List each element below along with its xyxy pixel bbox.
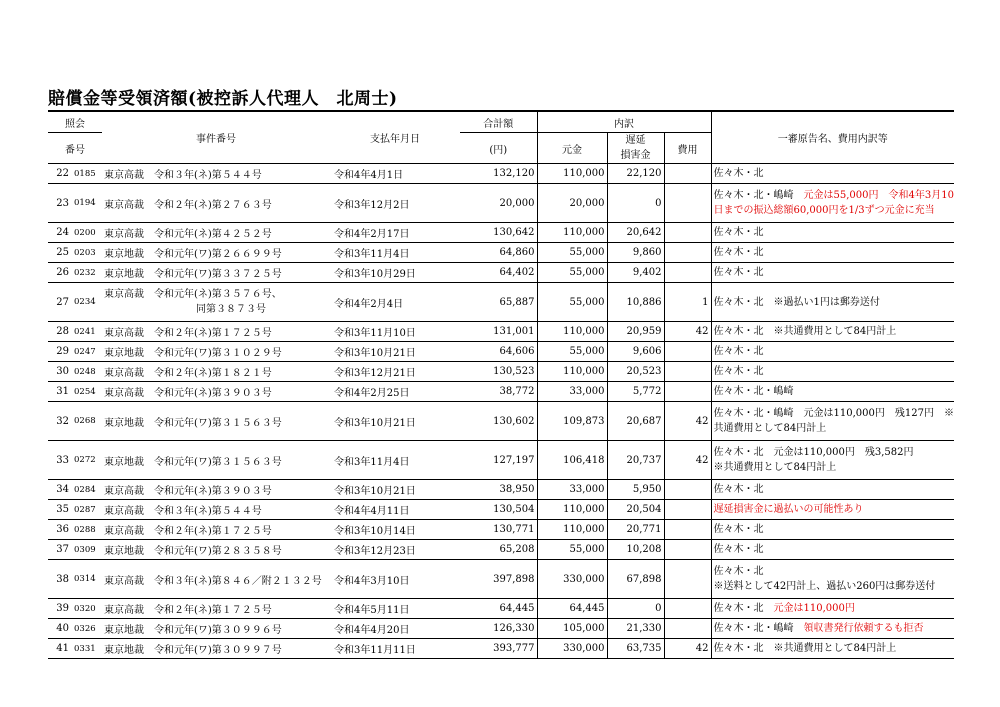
row-case-number <box>102 560 330 599</box>
table-row <box>48 520 954 540</box>
row-ref-code: 0309 <box>72 540 102 560</box>
case-number-text: 令和元年(ワ)第３３７２５号 <box>154 269 282 280</box>
row-total: 130,771 <box>460 520 537 540</box>
row-case-number <box>102 500 330 520</box>
row-total: 64,445 <box>460 599 537 619</box>
row-case-number <box>102 184 330 223</box>
row-case-number <box>102 164 330 184</box>
row-case-number <box>102 243 330 263</box>
row-late-damages: 20,642 <box>607 223 664 243</box>
table-row <box>48 184 954 223</box>
court-name: 東京高裁 <box>104 575 144 587</box>
row-ref-code: 0248 <box>72 362 102 382</box>
row-case-number <box>102 283 330 322</box>
row-ref-code: 0232 <box>72 263 102 283</box>
row-total: 38,772 <box>460 382 537 402</box>
court-name: 東京地裁 <box>104 417 144 429</box>
table-row <box>48 619 954 639</box>
note-text: 佐々木・北 <box>713 366 764 377</box>
header-cost: 費用 <box>664 133 711 164</box>
note-text-2: ※共通費用として84円計上 <box>713 462 837 473</box>
case-number-text: 令和３年(ネ)第５４４号 <box>154 506 262 517</box>
case-number-text: 令和元年(ワ)第３１０２９号 <box>154 348 282 359</box>
row-late-damages: 9,860 <box>607 243 664 263</box>
table-row <box>48 402 954 441</box>
court-name: 東京高裁 <box>104 605 144 616</box>
row-index: 25 <box>48 243 72 263</box>
row-total: 126,330 <box>460 619 537 639</box>
row-ref-code: 0320 <box>72 599 102 619</box>
row-case-number <box>102 342 330 362</box>
note-warning-text: 元金は110,000円 <box>773 603 855 614</box>
row-cost: 42 <box>664 639 711 659</box>
row-payment-date: 令和3年12月23日 <box>330 540 460 560</box>
table-row <box>48 441 954 480</box>
row-total: 64,860 <box>460 243 537 263</box>
row-payment-date: 令和3年12月21日 <box>330 362 460 382</box>
note-warning-text: 領収書発行依頼するも拒否 <box>803 623 924 634</box>
row-cost: 1 <box>664 283 711 322</box>
row-cost: 42 <box>664 441 711 480</box>
row-principal: 109,873 <box>537 402 607 441</box>
table-row <box>48 362 954 382</box>
note-text: 佐々木・北 <box>713 484 764 495</box>
header-total: 合計額 <box>460 111 537 133</box>
row-ref-code: 0234 <box>72 283 102 322</box>
row-principal: 110,000 <box>537 322 607 342</box>
row-plaintiff-note <box>711 480 954 500</box>
row-total: 130,523 <box>460 362 537 382</box>
court-name: 東京高裁 <box>104 229 144 240</box>
row-index: 36 <box>48 520 72 540</box>
row-plaintiff-note <box>711 599 954 619</box>
note-text: 佐々木・北 <box>713 524 764 535</box>
row-plaintiff-note <box>711 520 954 540</box>
row-payment-date: 令和4年2月25日 <box>330 382 460 402</box>
court-name: 東京高裁 <box>104 289 144 300</box>
row-late-damages: 21,330 <box>607 619 664 639</box>
row-plaintiff-note <box>711 619 954 639</box>
court-name: 東京高裁 <box>104 170 144 181</box>
court-name: 東京地裁 <box>104 249 144 260</box>
row-cost <box>664 263 711 283</box>
row-cost <box>664 342 711 362</box>
row-index: 41 <box>48 639 72 659</box>
case-number-text: 令和２年(ネ)第１７２５号 <box>154 526 272 537</box>
row-late-damages: 9,606 <box>607 342 664 362</box>
note-text: 佐々木・北 <box>713 346 764 357</box>
note-text: 佐々木・北 ※共通費用として84円計上 <box>713 643 897 654</box>
case-number-text: 令和元年(ワ)第３１５６３号 <box>154 456 282 468</box>
case-number-text: 令和３年(ネ)第５４４号 <box>154 170 262 181</box>
row-index: 39 <box>48 599 72 619</box>
row-index: 30 <box>48 362 72 382</box>
header-principal: 元金 <box>537 133 607 164</box>
row-cost: 42 <box>664 402 711 441</box>
row-total: 65,208 <box>460 540 537 560</box>
row-cost <box>664 164 711 184</box>
row-index: 35 <box>48 500 72 520</box>
row-principal: 110,000 <box>537 362 607 382</box>
row-payment-date: 令和3年10月21日 <box>330 342 460 362</box>
header-ref-number: 照会 <box>48 111 102 133</box>
row-total: 130,602 <box>460 402 537 441</box>
row-ref-code: 0185 <box>72 164 102 184</box>
row-plaintiff-note <box>711 441 954 480</box>
row-plaintiff-note <box>711 243 954 263</box>
row-payment-date: 令和3年10月21日 <box>330 402 460 441</box>
table-row <box>48 480 954 500</box>
row-index: 37 <box>48 540 72 560</box>
row-case-number <box>102 322 330 342</box>
row-total: 130,504 <box>460 500 537 520</box>
header-breakdown: 内訳 <box>537 111 711 133</box>
row-total: 127,197 <box>460 441 537 480</box>
row-cost <box>664 540 711 560</box>
row-ref-code: 0272 <box>72 441 102 480</box>
document-title: 賠償金等受領済額(被控訴人代理人 北周士) <box>48 89 398 109</box>
court-name: 東京高裁 <box>104 199 144 211</box>
case-number-text: 令和２年(ネ)第１７２５号 <box>154 328 272 339</box>
row-total: 393,777 <box>460 639 537 659</box>
row-late-damages: 20,523 <box>607 362 664 382</box>
row-payment-date: 令和3年10月21日 <box>330 480 460 500</box>
header-ref-number-line2: 番号 <box>48 133 102 164</box>
row-cost <box>664 560 711 599</box>
row-index: 38 <box>48 560 72 599</box>
row-index: 34 <box>48 480 72 500</box>
table-row <box>48 342 954 362</box>
row-cost <box>664 382 711 402</box>
court-name: 東京高裁 <box>104 328 144 339</box>
row-plaintiff-note <box>711 184 954 223</box>
row-payment-date: 令和3年10月29日 <box>330 263 460 283</box>
table-row <box>48 283 954 322</box>
row-principal: 55,000 <box>537 342 607 362</box>
table-row <box>48 164 954 184</box>
note-text: 佐々木・北 <box>713 603 774 614</box>
row-cost <box>664 480 711 500</box>
case-number-text: 令和元年(ネ)第３９０３号 <box>154 486 272 497</box>
table-row <box>48 500 954 520</box>
row-payment-date: 令和4年5月11日 <box>330 599 460 619</box>
table-row <box>48 322 954 342</box>
note-warning-text: 元金は55,000円 令和4年3月10日までの振込総額60,000円を1/3ずつ元金に充当 <box>713 190 954 216</box>
row-plaintiff-note <box>711 223 954 243</box>
note-text: 佐々木・北・嶋崎 <box>713 386 794 397</box>
note-text: 佐々木・北 <box>713 544 764 555</box>
row-payment-date: 令和3年11月11日 <box>330 639 460 659</box>
row-principal: 106,418 <box>537 441 607 480</box>
row-case-number <box>102 520 330 540</box>
row-total: 397,898 <box>460 560 537 599</box>
note-text: 佐々木・北 元金は110,000円 残3,582円 <box>713 447 914 458</box>
note-text-2: ※送料として42円計上、過払い260円は郵券送付 <box>713 581 936 592</box>
payment-ledger-table <box>48 110 954 659</box>
row-case-number <box>102 263 330 283</box>
row-payment-date: 令和3年10月14日 <box>330 520 460 540</box>
court-name: 東京高裁 <box>104 388 144 399</box>
case-number-text: 令和元年(ワ)第２８３５８号 <box>154 546 282 557</box>
row-index: 28 <box>48 322 72 342</box>
row-cost <box>664 500 711 520</box>
note-text: 佐々木・北 ※過払い1円は郵券送付 <box>713 296 880 308</box>
case-number-text: 令和元年(ワ)第３１５６３号 <box>154 417 282 429</box>
row-ref-code: 0284 <box>72 480 102 500</box>
row-payment-date: 令和4年2月17日 <box>330 223 460 243</box>
row-total: 132,120 <box>460 164 537 184</box>
row-index: 40 <box>48 619 72 639</box>
row-ref-code: 0314 <box>72 560 102 599</box>
court-name: 東京地裁 <box>104 456 144 468</box>
row-index: 32 <box>48 402 72 441</box>
row-cost <box>664 619 711 639</box>
row-late-damages: 22,120 <box>607 164 664 184</box>
row-total: 64,402 <box>460 263 537 283</box>
row-case-number <box>102 540 330 560</box>
row-principal: 330,000 <box>537 560 607 599</box>
note-text: 佐々木・北 <box>713 227 764 238</box>
row-case-number <box>102 362 330 382</box>
row-index: 23 <box>48 184 72 223</box>
court-name: 東京地裁 <box>104 348 144 359</box>
row-principal: 55,000 <box>537 540 607 560</box>
court-name: 東京高裁 <box>104 506 144 517</box>
row-principal: 110,000 <box>537 520 607 540</box>
row-principal: 55,000 <box>537 283 607 322</box>
row-ref-code: 0200 <box>72 223 102 243</box>
row-plaintiff-note <box>711 322 954 342</box>
row-index: 27 <box>48 283 72 322</box>
note-warning-text: 遅延損害金に過払いの可能性あり <box>713 504 864 515</box>
table-row <box>48 560 954 599</box>
row-late-damages: 5,950 <box>607 480 664 500</box>
row-plaintiff-note <box>711 164 954 184</box>
row-case-number <box>102 599 330 619</box>
row-principal: 110,000 <box>537 164 607 184</box>
row-principal: 55,000 <box>537 243 607 263</box>
case-number-text: 令和元年(ワ)第３０９９７号 <box>154 645 282 656</box>
row-ref-code: 0203 <box>72 243 102 263</box>
case-number-text-2: 同第３８７３号 <box>196 304 266 315</box>
row-case-number <box>102 382 330 402</box>
row-principal: 330,000 <box>537 639 607 659</box>
table-row <box>48 639 954 659</box>
case-number-text: 令和元年(ネ)第４２５２号 <box>154 229 272 240</box>
header-case-number: 事件番号 <box>102 111 330 164</box>
table-row <box>48 599 954 619</box>
note-text: 佐々木・北 <box>713 168 764 179</box>
row-plaintiff-note <box>711 500 954 520</box>
row-case-number <box>102 223 330 243</box>
row-plaintiff-note <box>711 283 954 322</box>
court-name: 東京高裁 <box>104 526 144 537</box>
row-total: 64,606 <box>460 342 537 362</box>
row-plaintiff-note <box>711 263 954 283</box>
row-payment-date: 令和3年11月10日 <box>330 322 460 342</box>
row-late-damages: 20,959 <box>607 322 664 342</box>
court-name: 東京地裁 <box>104 645 144 656</box>
case-number-text: 令和２年(ネ)第１８２１号 <box>154 368 272 379</box>
court-name: 東京地裁 <box>104 269 144 280</box>
table-row <box>48 382 954 402</box>
row-late-damages: 63,735 <box>607 639 664 659</box>
court-name: 東京高裁 <box>104 368 144 379</box>
row-principal: 20,000 <box>537 184 607 223</box>
row-principal: 64,445 <box>537 599 607 619</box>
row-principal: 110,000 <box>537 500 607 520</box>
ledger-body <box>48 164 954 659</box>
row-index: 31 <box>48 382 72 402</box>
header-total-unit: (円) <box>460 133 537 164</box>
row-payment-date: 令和3年11月4日 <box>330 441 460 480</box>
row-late-damages: 20,504 <box>607 500 664 520</box>
row-principal: 110,000 <box>537 223 607 243</box>
row-ref-code: 0326 <box>72 619 102 639</box>
case-number-text: 令和３年(ネ)第８４６／附２１３２号 <box>154 575 322 587</box>
row-cost <box>664 599 711 619</box>
table-row <box>48 263 954 283</box>
row-principal: 105,000 <box>537 619 607 639</box>
row-principal: 55,000 <box>537 263 607 283</box>
row-late-damages: 20,771 <box>607 520 664 540</box>
row-index: 29 <box>48 342 72 362</box>
row-ref-code: 0247 <box>72 342 102 362</box>
row-payment-date: 令和4年4月20日 <box>330 619 460 639</box>
note-text: 佐々木・北 <box>713 566 764 577</box>
row-payment-date: 令和4年4月11日 <box>330 500 460 520</box>
row-cost: 42 <box>664 322 711 342</box>
court-name: 東京地裁 <box>104 625 144 636</box>
row-ref-code: 0331 <box>72 639 102 659</box>
row-total: 65,887 <box>460 283 537 322</box>
header-plaintiff: 一審原告名、費用内訳等 <box>711 111 954 164</box>
row-index: 24 <box>48 223 72 243</box>
row-late-damages: 67,898 <box>607 560 664 599</box>
row-total: 130,642 <box>460 223 537 243</box>
row-late-damages: 9,402 <box>607 263 664 283</box>
row-late-damages: 10,886 <box>607 283 664 322</box>
row-case-number <box>102 402 330 441</box>
case-number-text: 令和２年(ネ)第１７２５号 <box>154 605 272 616</box>
case-number-text: 令和元年(ネ)第３９０３号 <box>154 388 272 399</box>
note-text: 佐々木・北・嶋崎 <box>713 623 804 634</box>
row-cost <box>664 520 711 540</box>
row-payment-date: 令和4年3月10日 <box>330 560 460 599</box>
row-ref-code: 0254 <box>72 382 102 402</box>
table-row <box>48 223 954 243</box>
row-ref-code: 0268 <box>72 402 102 441</box>
row-plaintiff-note <box>711 342 954 362</box>
row-payment-date: 令和3年12月2日 <box>330 184 460 223</box>
row-ref-code: 0194 <box>72 184 102 223</box>
case-number-text: 令和２年(ネ)第２７６３号 <box>154 199 272 211</box>
note-text: 佐々木・北 <box>713 247 764 258</box>
row-case-number <box>102 639 330 659</box>
row-index: 26 <box>48 263 72 283</box>
row-plaintiff-note <box>711 362 954 382</box>
row-cost <box>664 243 711 263</box>
table-row <box>48 243 954 263</box>
row-cost <box>664 362 711 382</box>
note-text: 佐々木・北 ※共通費用として84円計上 <box>713 326 897 337</box>
row-total: 131,001 <box>460 322 537 342</box>
row-cost <box>664 184 711 223</box>
row-cost <box>664 223 711 243</box>
note-text: 佐々木・北 <box>713 267 764 278</box>
row-late-damages: 20,737 <box>607 441 664 480</box>
row-payment-date: 令和4年4月1日 <box>330 164 460 184</box>
row-late-damages: 0 <box>607 184 664 223</box>
row-plaintiff-note <box>711 560 954 599</box>
row-late-damages: 5,772 <box>607 382 664 402</box>
header-late-damages: 遅延 損害金 <box>607 133 664 164</box>
row-index: 33 <box>48 441 72 480</box>
row-plaintiff-note <box>711 402 954 441</box>
row-late-damages: 0 <box>607 599 664 619</box>
row-late-damages: 20,687 <box>607 402 664 441</box>
row-plaintiff-note <box>711 639 954 659</box>
case-number-text: 令和元年(ワ)第２６６９９号 <box>154 249 282 260</box>
note-text: 佐々木・北・嶋崎 <box>713 190 804 201</box>
row-case-number <box>102 619 330 639</box>
court-name: 東京地裁 <box>104 546 144 557</box>
row-principal: 33,000 <box>537 382 607 402</box>
row-case-number <box>102 480 330 500</box>
row-payment-date: 令和3年11月4日 <box>330 243 460 263</box>
note-text: 佐々木・北・嶋崎 元金は110,000円 残127円 ※共通費用として84円計上 <box>713 408 954 434</box>
row-case-number <box>102 441 330 480</box>
row-payment-date: 令和4年2月4日 <box>330 283 460 322</box>
row-principal: 33,000 <box>537 480 607 500</box>
row-ref-code: 0241 <box>72 322 102 342</box>
row-late-damages: 10,208 <box>607 540 664 560</box>
court-name: 東京高裁 <box>104 486 144 497</box>
case-number-text: 令和元年(ワ)第３０９９６号 <box>154 625 282 636</box>
row-plaintiff-note <box>711 382 954 402</box>
row-ref-code: 0288 <box>72 520 102 540</box>
header-payment-date: 支払年月日 <box>330 111 460 164</box>
row-index: 22 <box>48 164 72 184</box>
row-plaintiff-note <box>711 540 954 560</box>
case-number-text: 令和元年(ネ)第３５７６号、 <box>154 289 282 300</box>
row-ref-code: 0287 <box>72 500 102 520</box>
table-row <box>48 540 954 560</box>
row-total: 20,000 <box>460 184 537 223</box>
row-total: 38,950 <box>460 480 537 500</box>
